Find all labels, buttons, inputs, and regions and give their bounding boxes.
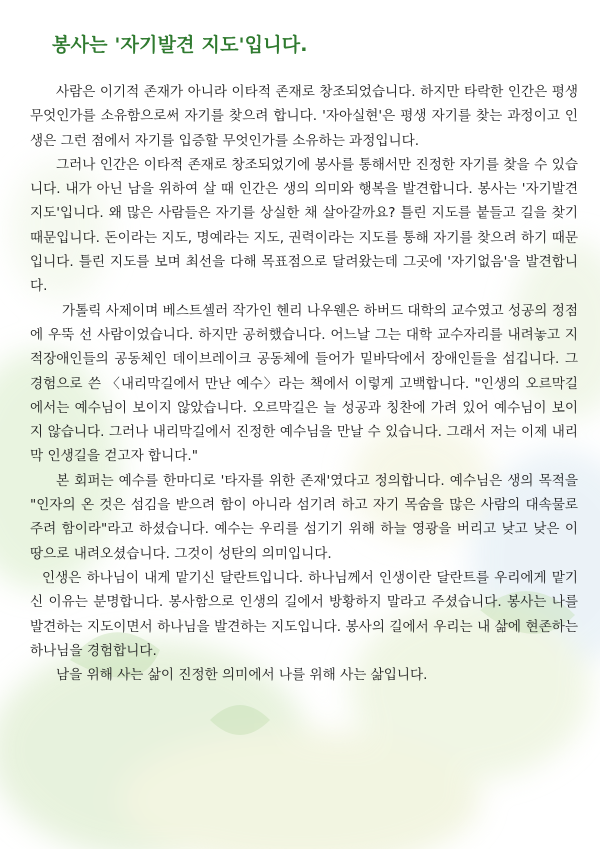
page-title: 봉사는 '자기발견 지도'입니다.: [52, 34, 308, 56]
paragraph: 그러나 인간은 이타적 존재로 창조되었기에 봉사를 통해서만 진정한 자기를 찾을 수 있습니다. 내가 아닌 남을 위하여 살 때 인간은 생의 의미와 행복을 발견합니다. 봉사는 '자기발견 지도'입니다. 왜 많은 사람들은 자기를 상실한 채 살아갈까요? 틀린 지도를 붙들고 길을 찾기 때문입니다. 돈이라는 지도, 명예라는 지도, 권력이라는 지도를 통해 자기를 찾으려 하기 때문입니다. 틀린 지도를 보며 최선을 다해 목표점으로 달려왔는데 그곳에 '자기없음'을 발견합니다.: [30, 156, 578, 295]
paragraph: 남을 위해 사는 삶이 진정한 의미에서 나를 위해 사는 삶입니다.: [56, 667, 428, 684]
article-body: [30, 80, 578, 687]
paragraph: 가톨릭 사제이며 베스트셀러 작가인 헨리 나우웬은 하버드 대학의 교수였고 성공의 정점에 우뚝 선 사람이었습니다. 하지만 공허했습니다. 어느날 그는 대학 교수자리를 내려놓고 지적장애인들의 공동체인 데이브레이크 공동체에 들어가 밑바닥에서 장애인들을 섬깁니다. 그 경험으로 쓴 〈내리막길에서 만난 예수〉라는 책에서 이렇게 고백합니다. "인생의 오르막길에서는 예수님이 보이지 않았습니다. 오르막길은 늘 성공과 칭찬에 가려 있어 예수님이 보이지 않습니다. 그러나 내리막길에서 진정한 예수님을 만날 수 있습니다. 그래서 저는 이제 내리막 인생길을 걷고자 합니다.": [30, 302, 578, 465]
paragraph: 본 회퍼는 예수를 한마디로 '타자를 위한 존재'였다고 정의합니다. 예수님은 생의 목적을 "인자의 온 것은 섬김을 받으려 함이 아니라 섬기려 하고 자기 목숨을 많은 사람의 대속물로 주려 함이라"라고 하셨습니다. 예수는 우리를 섬기기 위해 하늘 영광을 버리고 낮고 낮은 이땅으로 내려오셨습니다. 그것이 성탄의 의미입니다.: [30, 472, 578, 562]
paragraph: 사람은 이기적 존재가 아니라 이타적 존재로 창조되었습니다. 하지만 타락한 인간은 평생 무엇인가를 소유함으로써 자기를 찾으려 합니다. '자아실현'은 평생 자기를 찾는 과정이고 인생은 그런 점에서 자기를 입증할 무엇인가를 소유하는 과정입니다.: [30, 84, 578, 149]
paragraph: 인생은 하나님이 내게 맡기신 달란트입니다. 하나님께서 인생이란 달란트를 우리에게 맡기신 이유는 분명합니다. 봉사함으로 인생의 길에서 방황하지 말라고 주셨습니다. 봉사는 나를 발견하는 지도이면서 하나님을 발견하는 지도입니다. 봉사의 길에서 우리는 내 삶에 현존하는 하나님을 경험합니다.: [30, 569, 578, 659]
